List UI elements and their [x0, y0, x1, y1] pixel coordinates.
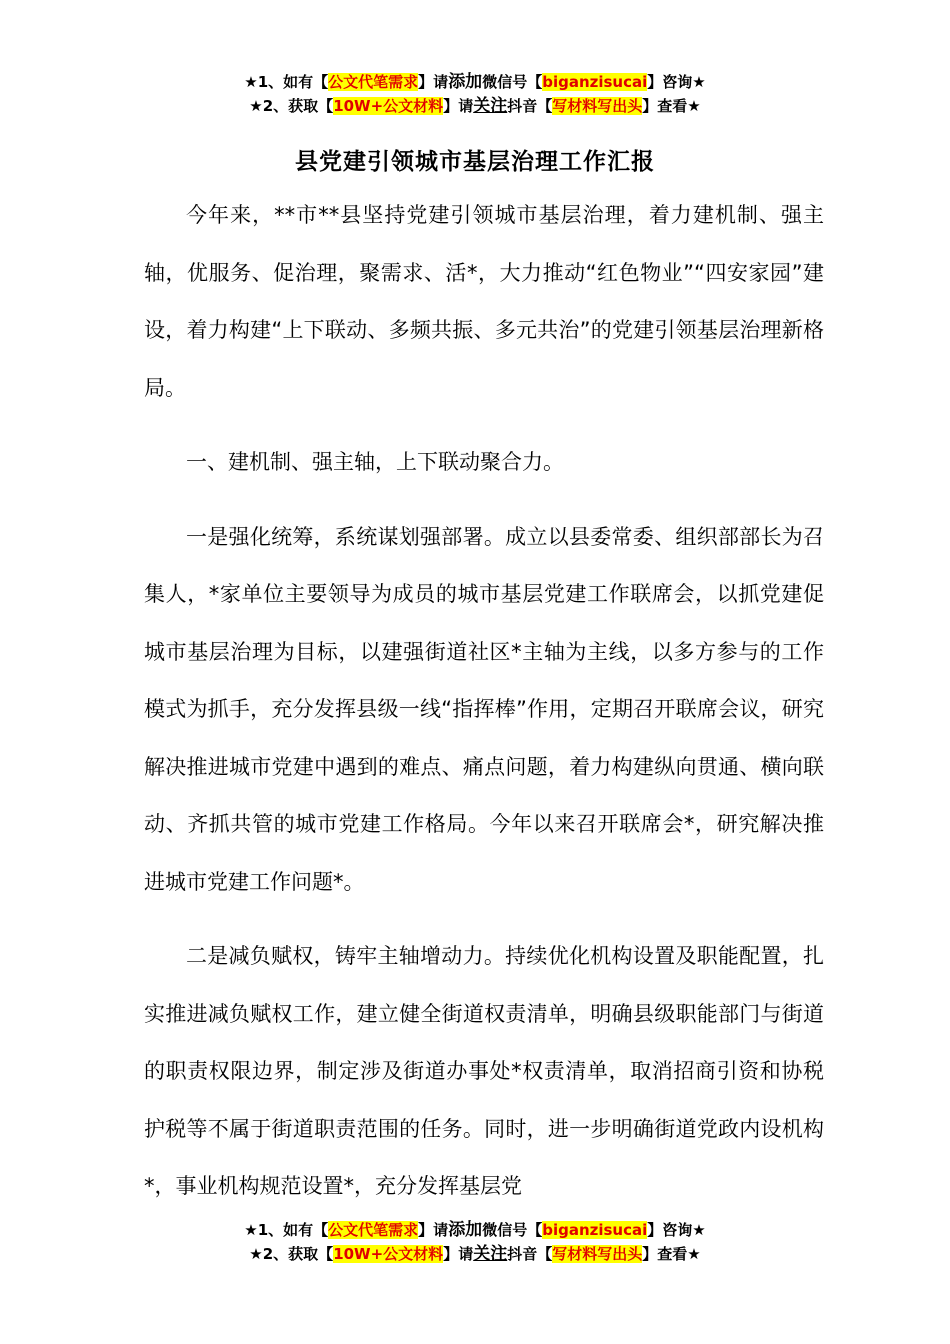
promo-line-1 [0, 1218, 950, 1242]
bottom-promo-banner [0, 1218, 950, 1266]
promo-text: 】咨询★ [647, 1221, 706, 1239]
promo-text: 】咨询★ [647, 73, 706, 91]
promo-line-1 [0, 70, 950, 94]
promo-text: 】请 [418, 73, 449, 91]
promo-highlight: biganzisucai [542, 73, 648, 91]
promo-text: ★1、如有【 [244, 73, 329, 91]
body-paragraph: 一是强化统筹，系统谋划强部署。成立以县委常委、组织部部长为召集人，*家单位主要领导为成员的城市基层党建工作联席会，以抓党建促城市基层治理为目标，以建强街道社区*主轴为主线，以多方参与的工作模式为抓手，充分发挥县级一线“指挥棒”作用，定期召开联席会议，研究解决推进城市党建中遇到的难点、痛点问题，着力构建纵向贯通、横向联动、齐抓共管的城市党建工作格局。今年以来召开联席会*，研究解决推进城市党建工作问题*。 [144, 524, 824, 894]
promo-highlight: 公文代笔需求 [328, 1221, 419, 1239]
promo-highlight: 10W+公文材料 [333, 97, 444, 115]
promo-highlight: 公文代笔需求 [328, 73, 419, 91]
promo-text: 微信号【 [482, 1221, 543, 1239]
document-body [144, 187, 824, 1216]
document-title: 县党建引领城市基层治理工作汇报 [295, 149, 655, 176]
top-promo-banner [0, 70, 950, 118]
body-paragraph: 二是减负赋权，铸牢主轴增动力。持续优化机构设置及职能配置，扎实推进减负赋权工作，建立健全街道权责清单，明确县级职能部门与街道的职责权限边界，制定涉及街道办事处*权责清单，取消招商引资和协税护税等不属于街道职责范围的任务。同时，进一步明确街道党政内设机构*，事业机构规范设置*，充分发挥基层党 [144, 944, 824, 1198]
promo-emphasis: 添加 [448, 1220, 483, 1240]
promo-line-2 [0, 1242, 950, 1266]
promo-text: 】查看★ [642, 97, 701, 115]
promo-emphasis: 添加 [448, 72, 483, 92]
promo-text: 】查看★ [642, 1245, 701, 1263]
promo-text: ★2、获取【 [249, 1245, 334, 1263]
body-paragraph: 今年来，**市**县坚持党建引领城市基层治理，着力建机制、强主轴，优服务、促治理，聚需求、活*，大力推动“红色物业”“四安家园”建设，着力构建“上下联动、多频共振、多元共治”的党建引领基层治理新格局。 [144, 203, 824, 400]
promo-text: ★2、获取【 [249, 97, 334, 115]
promo-text: 】请 [443, 1245, 474, 1263]
promo-text: 微信号【 [482, 73, 543, 91]
promo-highlight: 写材料写出头 [552, 97, 643, 115]
promo-text: 】请 [418, 1221, 449, 1239]
promo-line-2 [0, 94, 950, 118]
promo-text: 抖音【 [507, 97, 553, 115]
section-heading: 一、建机制、强主轴，上下联动聚合力。 [186, 450, 564, 474]
promo-text: 】请 [443, 97, 474, 115]
promo-highlight: 10W+公文材料 [333, 1245, 444, 1263]
promo-highlight: biganzisucai [542, 1221, 648, 1239]
promo-text: ★1、如有【 [244, 1221, 329, 1239]
promo-emphasis: 关注 [473, 1244, 508, 1264]
promo-emphasis: 关注 [473, 96, 508, 116]
promo-text: 抖音【 [507, 1245, 553, 1263]
promo-highlight: 写材料写出头 [552, 1245, 643, 1263]
